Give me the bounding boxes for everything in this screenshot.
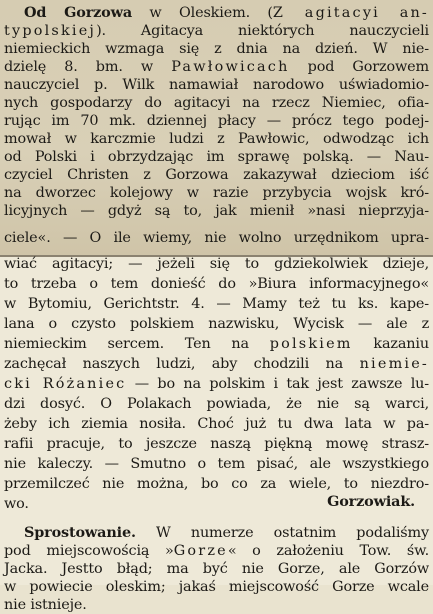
text-line bbox=[4, 578, 429, 596]
text-line bbox=[24, 524, 429, 542]
text-run: dzielę 8. bm. w bbox=[4, 59, 172, 75]
text-line bbox=[4, 415, 429, 433]
text-line bbox=[4, 58, 429, 76]
text-line bbox=[4, 542, 429, 560]
text-line bbox=[4, 148, 429, 166]
text-run: zachęcał naszych ludzi, aby chodzili na bbox=[4, 356, 360, 372]
text-line bbox=[4, 475, 429, 493]
text-run: dzi dosyć. O Polakach powiada, że nie są warci, bbox=[4, 396, 429, 412]
text-run: W numerze ostatnim podaliśmy bbox=[135, 525, 429, 541]
text-run: licyjnych — gdyż są to, jak mienił »nasi nieprzyja- bbox=[4, 203, 429, 219]
text-run: na dworzec kolejowy w razie przybycia wojsk kró- bbox=[4, 185, 429, 201]
spaced-text: Pawłowicach bbox=[171, 59, 290, 75]
text-run: « o założeniu Tow. św. bbox=[227, 543, 430, 559]
text-run: od Polski i obrzydzając im sprawę polską. — Nau- bbox=[4, 149, 429, 165]
text-run: w powiecie oleskim; jakaś miejscowość Gorze wcale bbox=[4, 579, 429, 595]
text-line bbox=[4, 202, 429, 220]
signature bbox=[327, 493, 415, 511]
text-line bbox=[4, 315, 429, 333]
text-run: nauczyciel p. Wilk namawiał narodowo uświadomio- bbox=[4, 77, 429, 93]
text-line bbox=[4, 435, 429, 453]
text-run: to trzeba o tem donieść do »Biura informacyjnego« bbox=[4, 276, 429, 292]
text-run: wo. bbox=[4, 496, 29, 512]
text-run: rafii pracuje, to jeszcze naszą piękną mowę strasz- bbox=[4, 436, 429, 452]
text-line bbox=[4, 375, 429, 393]
text-line bbox=[4, 112, 429, 130]
text-run: w Oleskiem. ( bbox=[132, 5, 273, 21]
correction-lead: Sprostowanie. bbox=[24, 524, 136, 541]
text-line bbox=[4, 335, 429, 353]
text-line bbox=[4, 355, 429, 373]
text-run: — bo na polskim i tak jest zawsze lu- bbox=[126, 376, 429, 392]
text-line bbox=[4, 229, 429, 247]
text-run: niemieckim sercem. Ten na bbox=[4, 336, 270, 352]
text-line bbox=[4, 455, 429, 473]
text-line bbox=[4, 76, 429, 94]
text-run: kazaniu bbox=[352, 336, 429, 352]
text-run: wiać agitacyi; — jeżeli się to gdziekolwiek dzieje, bbox=[4, 256, 429, 272]
spaced-text: niemie- bbox=[359, 356, 429, 372]
text-line bbox=[4, 560, 429, 578]
spaced-text: Gorze bbox=[173, 543, 228, 559]
clipping-top bbox=[0, 0, 433, 255]
text-run: niemieckich wzmaga się z dnia na dzień. W nie- bbox=[4, 41, 429, 57]
text-line bbox=[4, 184, 429, 202]
text-run: mował w karczmie ludzi z Pawłowic, odwodząc ich bbox=[4, 131, 429, 147]
article-lead: Od Gorzowa bbox=[24, 4, 133, 21]
text-line bbox=[4, 22, 429, 40]
text-run: ciele«. — O ile wiemy, nie wolno urzędnikom upra- bbox=[4, 230, 429, 246]
text-run: żeby ich ziemia nosiła. Choć już tu dwa lata w pa- bbox=[4, 416, 429, 432]
text-line bbox=[4, 40, 429, 58]
clipping-bottom bbox=[0, 256, 433, 613]
text-run: ). Agitacya niektórych nauczycieli bbox=[96, 23, 429, 39]
text-line bbox=[4, 596, 429, 614]
text-line bbox=[4, 166, 429, 184]
signature-text: Gorzowiak. bbox=[327, 493, 415, 510]
text-run: nych gospodarzy do agitacyi na rzecz Niemiec, ofia- bbox=[4, 95, 429, 111]
text-line bbox=[4, 275, 429, 293]
text-line bbox=[4, 255, 429, 273]
text-run: Jacka. Jestto błąd; ma być nie Gorze, ale Gorzów bbox=[4, 561, 429, 577]
text-line bbox=[4, 130, 429, 148]
text-run: czyciel Christen z Gorzowa zakazywał dzieciom iść bbox=[4, 167, 429, 183]
text-line bbox=[4, 94, 429, 112]
text-run: nie istnieje. bbox=[4, 597, 87, 613]
text-line bbox=[4, 395, 429, 413]
text-run: w Bytomiu, Gerichtstr. 4. — Mamy też tu ks. kape- bbox=[4, 296, 429, 312]
text-run: przemilczeć nie można, bo co za wiele, to niezdro- bbox=[4, 476, 429, 492]
text-run: pod miejscowością » bbox=[4, 543, 174, 559]
spaced-text: typolskiej bbox=[4, 23, 97, 39]
text-run: nie kaleczy. — Smutno o tem pisać, ale wszystkiego bbox=[4, 456, 429, 472]
text-run: rując im 70 mk. dziennej płacy — prócz tego podej- bbox=[4, 113, 429, 129]
spaced-text: polskiem bbox=[269, 336, 353, 352]
text-line bbox=[24, 4, 429, 22]
spaced-text: cki Różaniec bbox=[4, 376, 127, 392]
text-run: pod Gorzowem bbox=[289, 59, 429, 75]
spaced-text: Z agitacyi an- bbox=[272, 5, 429, 21]
text-run: lana o czysto polskiem nazwisku, Wycisk — ale z bbox=[4, 316, 429, 332]
text-line bbox=[4, 295, 429, 313]
